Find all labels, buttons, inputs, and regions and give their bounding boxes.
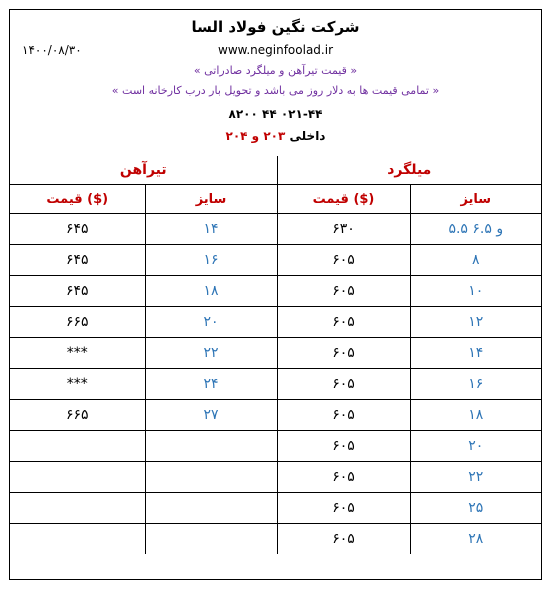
beam-price-cell: [10, 524, 145, 555]
rebar-size-cell: ۱۶: [410, 369, 541, 400]
beam-size-cell: [145, 431, 277, 462]
beam-size-cell: [145, 462, 277, 493]
beams-title: تیرآهن: [10, 156, 277, 185]
table-row: [10, 462, 541, 493]
header: [10, 10, 541, 155]
table-row: [10, 214, 541, 245]
rebar-price-cell: ۶۰۵: [277, 431, 410, 462]
table-row: [10, 369, 541, 400]
section-title-row: [10, 156, 541, 185]
rebar-size-cell: ۱۸: [410, 400, 541, 431]
rebar-price-cell: ۶۰۵: [277, 524, 410, 555]
extension-label: داخلی: [289, 129, 326, 143]
beam-price-cell: ***: [10, 369, 145, 400]
rebar-size-cell: ۲۲: [410, 462, 541, 493]
rebar-price-cell: ۶۰۵: [277, 493, 410, 524]
rebar-price-cell: ۶۰۵: [277, 400, 410, 431]
beam-price-cell: ۶۶۵: [10, 400, 145, 431]
rebar-price-header: قیمت ($): [277, 185, 410, 214]
beam-size-cell: [145, 493, 277, 524]
rebar-size-cell: ۲۵: [410, 493, 541, 524]
beam-price-cell: ۶۴۵: [10, 214, 145, 245]
beam-size-cell: ۲۷: [145, 400, 277, 431]
company-name: شرکت نگین فولاد السا: [191, 18, 360, 36]
beam-price-cell: [10, 462, 145, 493]
rebar-size-cell: ۵.۵ و ۶.۵: [410, 214, 541, 245]
price-table: [10, 156, 541, 554]
table-row: [10, 245, 541, 276]
prices-note: « تمامی قیمت ها به دلار روز می باشد و تحویل بار درب کارخانه است »: [111, 84, 440, 97]
beam-size-cell: [145, 524, 277, 555]
extension-numbers: ۲۰۳ و ۲۰۴: [225, 129, 286, 143]
rebar-size-cell: ۱۴: [410, 338, 541, 369]
beam-price-cell: ۶۴۵: [10, 276, 145, 307]
table-row: [10, 493, 541, 524]
column-header-row: [10, 185, 541, 214]
beam-size-cell: ۱۶: [145, 245, 277, 276]
extension-line: [10, 129, 541, 143]
rebar-size-cell: ۱۰: [410, 276, 541, 307]
beam-price-cell: ***: [10, 338, 145, 369]
beam-size-cell: ۲۰: [145, 307, 277, 338]
table-row: [10, 307, 541, 338]
price-list-frame: [9, 9, 542, 580]
beam-price-cell: [10, 431, 145, 462]
table-row: [10, 524, 541, 555]
beams-size-header: سایز: [145, 185, 277, 214]
table-row: [10, 431, 541, 462]
beam-price-cell: [10, 493, 145, 524]
table-row: [10, 400, 541, 431]
beam-price-cell: ۶۶۵: [10, 307, 145, 338]
rebar-price-cell: ۶۰۵: [277, 307, 410, 338]
beam-size-cell: ۱۴: [145, 214, 277, 245]
rebar-price-cell: ۶۰۵: [277, 338, 410, 369]
beams-price-header: قیمت ($): [10, 185, 145, 214]
rebar-price-cell: ۶۳۰: [277, 214, 410, 245]
beam-size-cell: ۱۸: [145, 276, 277, 307]
rebar-price-cell: ۶۰۵: [277, 245, 410, 276]
rebar-size-cell: ۱۲: [410, 307, 541, 338]
website-link[interactable]: www.neginfoolad.ir: [218, 43, 333, 57]
rebar-size-cell: ۸: [410, 245, 541, 276]
date: ۱۴۰۰/۰۸/۳۰: [22, 43, 82, 57]
beam-price-cell: ۶۴۵: [10, 245, 145, 276]
phone-number: ۰۲۱-۴۴ ۴۴ ۸۲۰۰: [228, 107, 323, 121]
rebar-title: میلگرد: [277, 156, 541, 185]
rebar-size-cell: ۲۸: [410, 524, 541, 555]
rebar-price-cell: ۶۰۵: [277, 462, 410, 493]
table-row: [10, 338, 541, 369]
rebar-size-cell: ۲۰: [410, 431, 541, 462]
rebar-size-header: سایز: [410, 185, 541, 214]
table-row: [10, 276, 541, 307]
beam-size-cell: ۲۴: [145, 369, 277, 400]
products-note: « قیمت تیرآهن و میلگرد صادراتی »: [193, 64, 358, 77]
beam-size-cell: ۲۲: [145, 338, 277, 369]
rebar-price-cell: ۶۰۵: [277, 276, 410, 307]
rebar-price-cell: ۶۰۵: [277, 369, 410, 400]
